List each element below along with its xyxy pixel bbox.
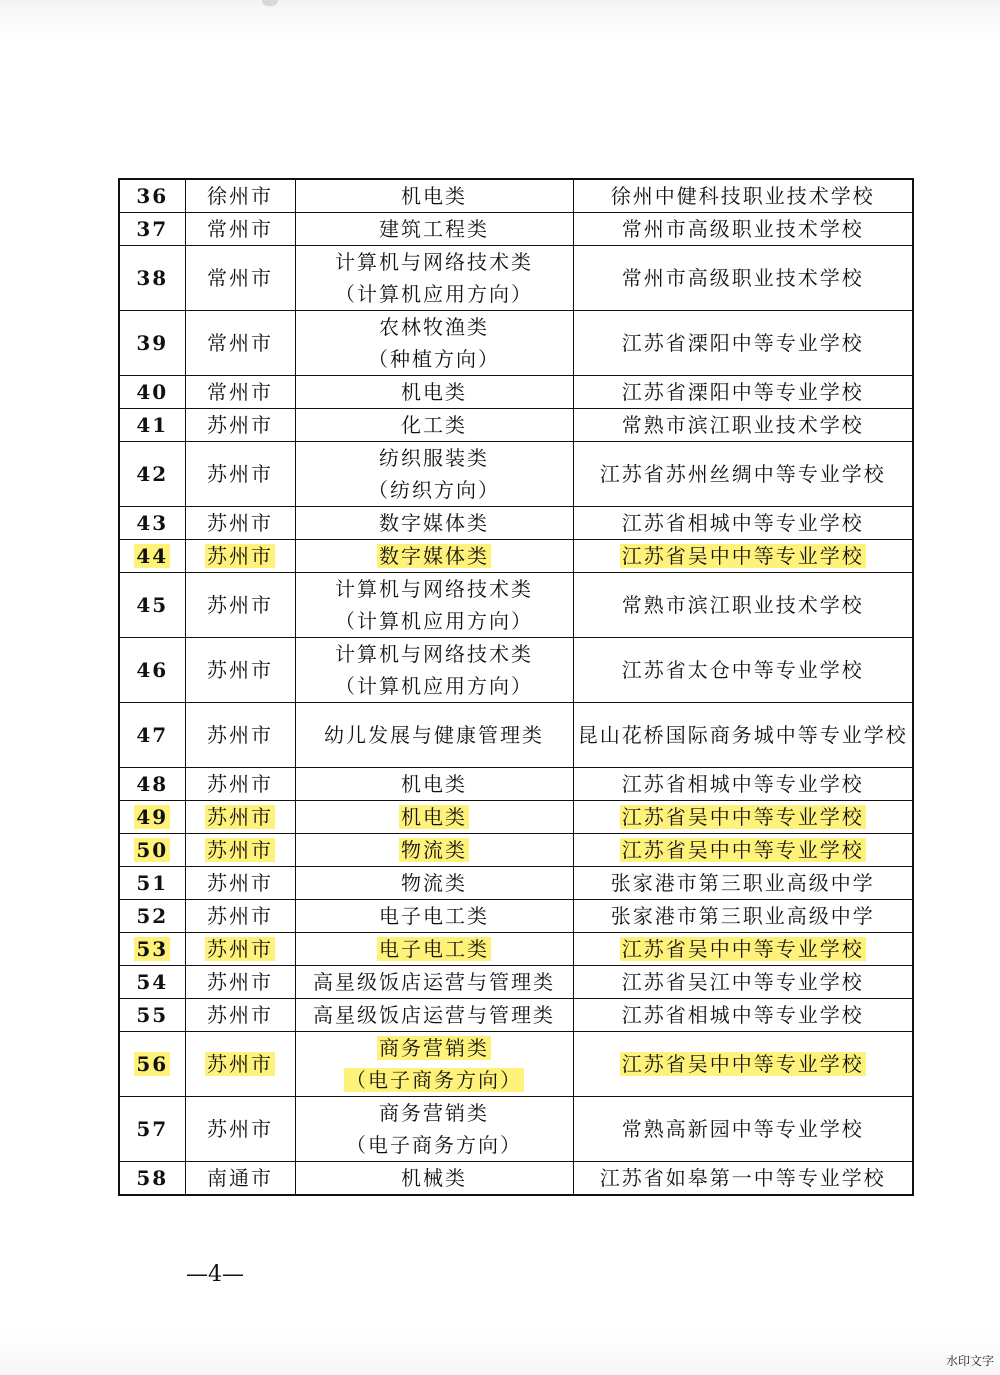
row-number: 41 — [136, 413, 169, 437]
major-name: 机电类 — [401, 772, 467, 796]
major-name: 物流类 — [401, 838, 467, 862]
school-cell — [573, 573, 913, 638]
city-cell — [185, 540, 295, 573]
table-row — [119, 179, 913, 213]
major-cell — [295, 867, 573, 900]
major-cell — [295, 573, 573, 638]
row-number: 46 — [136, 658, 169, 682]
row-number-cell — [119, 933, 185, 966]
major-cell — [295, 507, 573, 540]
major-name: 幼儿发展与健康管理类 — [324, 723, 544, 747]
table-row — [119, 246, 913, 311]
row-number: 37 — [136, 217, 169, 241]
city-cell — [185, 442, 295, 507]
school-name: 张家港市第三职业高级中学 — [610, 904, 875, 928]
city-cell — [185, 999, 295, 1032]
major-line — [296, 1064, 573, 1096]
row-number-cell — [119, 801, 185, 834]
major-name: 高星级饭店运营与管理类 — [313, 970, 555, 994]
major-cell — [295, 933, 573, 966]
school-name: 江苏省吴中中等专业学校 — [621, 1052, 864, 1076]
city-cell — [185, 834, 295, 867]
row-number-cell — [119, 1162, 185, 1196]
major-name: 数字媒体类 — [379, 544, 489, 568]
major-name: 纺织服装类 — [379, 446, 489, 470]
row-number: 36 — [136, 184, 169, 208]
row-number: 49 — [136, 805, 169, 829]
city-cell — [185, 1097, 295, 1162]
city-name: 苏州市 — [207, 413, 273, 437]
school-name: 江苏省相城中等专业学校 — [621, 772, 864, 796]
row-number-cell — [119, 834, 185, 867]
table-row — [119, 933, 913, 966]
city-name: 苏州市 — [207, 1003, 273, 1027]
school-name: 江苏省相城中等专业学校 — [621, 1003, 864, 1027]
major-cell — [295, 1097, 573, 1162]
major-line — [296, 801, 573, 833]
school-cell — [573, 867, 913, 900]
table-row — [119, 867, 913, 900]
row-number-cell — [119, 507, 185, 540]
major-name: 机电类 — [401, 380, 467, 404]
city-cell — [185, 638, 295, 703]
table-row — [119, 801, 913, 834]
row-number: 38 — [136, 266, 169, 290]
major-line — [296, 507, 573, 539]
row-number-cell — [119, 311, 185, 376]
row-number: 40 — [136, 380, 169, 404]
major-cell — [295, 213, 573, 246]
major-line — [296, 474, 573, 506]
table-row — [119, 311, 913, 376]
city-cell — [185, 246, 295, 311]
row-number-cell — [119, 573, 185, 638]
major-cell — [295, 442, 573, 507]
major-line — [296, 540, 573, 572]
school-name: 江苏省苏州丝绸中等专业学校 — [599, 462, 886, 486]
major-line — [296, 376, 573, 408]
school-name: 江苏省吴中中等专业学校 — [621, 805, 864, 829]
row-number: 42 — [136, 462, 169, 486]
school-cell — [573, 442, 913, 507]
city-name: 苏州市 — [207, 1052, 273, 1076]
major-line — [296, 409, 573, 441]
table-row — [119, 703, 913, 768]
school-table — [118, 178, 914, 1196]
major-cell — [295, 179, 573, 213]
row-number: 57 — [136, 1117, 169, 1141]
major-line — [296, 311, 573, 343]
city-name: 苏州市 — [207, 593, 273, 617]
major-line — [296, 999, 573, 1031]
major-name: 化工类 — [401, 413, 467, 437]
table-row — [119, 999, 913, 1032]
major-name: 商务营销类 — [379, 1036, 489, 1060]
city-name: 苏州市 — [207, 871, 273, 895]
city-cell — [185, 1162, 295, 1196]
table-row — [119, 540, 913, 573]
school-name: 江苏省吴江中等专业学校 — [621, 970, 864, 994]
major-cell — [295, 638, 573, 703]
major-name: （电子商务方向） — [346, 1068, 522, 1092]
major-cell — [295, 1162, 573, 1196]
major-line — [296, 867, 573, 899]
city-name: 苏州市 — [207, 723, 273, 747]
major-name: （电子商务方向） — [346, 1133, 522, 1157]
row-number-cell — [119, 246, 185, 311]
major-name: （计算机应用方向） — [335, 282, 533, 306]
row-number-cell — [119, 376, 185, 409]
city-name: 苏州市 — [207, 544, 273, 568]
row-number: 45 — [136, 593, 169, 617]
major-line — [296, 1097, 573, 1129]
row-number-cell — [119, 900, 185, 933]
row-number-cell — [119, 1032, 185, 1097]
school-name: 江苏省太仓中等专业学校 — [621, 658, 864, 682]
school-name: 昆山花桥国际商务城中等专业学校 — [577, 723, 908, 747]
school-cell — [573, 966, 913, 999]
major-line — [296, 605, 573, 637]
city-name: 南通市 — [207, 1166, 273, 1190]
city-cell — [185, 768, 295, 801]
school-name: 江苏省溧阳中等专业学校 — [621, 380, 864, 404]
school-name: 江苏省如皋第一中等专业学校 — [599, 1166, 886, 1190]
school-cell — [573, 900, 913, 933]
major-name: 机电类 — [401, 805, 467, 829]
major-cell — [295, 999, 573, 1032]
table-row — [119, 1032, 913, 1097]
table-row — [119, 213, 913, 246]
row-number: 56 — [136, 1052, 169, 1076]
row-number-cell — [119, 999, 185, 1032]
school-name: 常州市高级职业技术学校 — [621, 217, 864, 241]
table-row — [119, 768, 913, 801]
school-name: 常州市高级职业技术学校 — [621, 266, 864, 290]
city-cell — [185, 933, 295, 966]
city-cell — [185, 867, 295, 900]
major-line — [296, 180, 573, 212]
major-cell — [295, 966, 573, 999]
school-cell — [573, 540, 913, 573]
row-number-cell — [119, 703, 185, 768]
school-cell — [573, 213, 913, 246]
school-cell — [573, 179, 913, 213]
city-name: 苏州市 — [207, 658, 273, 682]
school-cell — [573, 801, 913, 834]
school-cell — [573, 1162, 913, 1196]
city-name: 常州市 — [207, 331, 273, 355]
school-cell — [573, 507, 913, 540]
major-name: （计算机应用方向） — [335, 674, 533, 698]
school-name: 常熟高新园中等专业学校 — [621, 1117, 864, 1141]
major-name: 机电类 — [401, 184, 467, 208]
table-body — [119, 179, 913, 1195]
row-number-cell — [119, 867, 185, 900]
major-cell — [295, 801, 573, 834]
major-line — [296, 573, 573, 605]
major-name: 农林牧渔类 — [379, 315, 489, 339]
major-name: 建筑工程类 — [379, 217, 489, 241]
city-cell — [185, 507, 295, 540]
school-name: 江苏省吴中中等专业学校 — [621, 937, 864, 961]
city-name: 苏州市 — [207, 511, 273, 535]
city-name: 常州市 — [207, 266, 273, 290]
row-number: 43 — [136, 511, 169, 535]
major-cell — [295, 540, 573, 573]
school-cell — [573, 409, 913, 442]
row-number: 52 — [136, 904, 169, 928]
table-row — [119, 834, 913, 867]
school-cell — [573, 1097, 913, 1162]
city-cell — [185, 1032, 295, 1097]
table-row — [119, 409, 913, 442]
major-line — [296, 442, 573, 474]
row-number-cell — [119, 213, 185, 246]
school-cell — [573, 933, 913, 966]
row-number-cell — [119, 966, 185, 999]
table-row — [119, 573, 913, 638]
school-cell — [573, 246, 913, 311]
major-line — [296, 670, 573, 702]
city-cell — [185, 801, 295, 834]
school-cell — [573, 1032, 913, 1097]
major-line — [296, 719, 573, 751]
row-number-cell — [119, 638, 185, 703]
row-number-cell — [119, 442, 185, 507]
page-number: —4— — [186, 1262, 244, 1287]
major-line — [296, 1129, 573, 1161]
city-name: 苏州市 — [207, 1117, 273, 1141]
city-cell — [185, 376, 295, 409]
city-name: 徐州市 — [207, 184, 273, 208]
school-cell — [573, 834, 913, 867]
major-cell — [295, 246, 573, 311]
major-line — [296, 278, 573, 310]
row-number: 54 — [136, 970, 169, 994]
major-cell — [295, 834, 573, 867]
school-name: 常熟市滨江职业技术学校 — [621, 593, 864, 617]
major-name: 计算机与网络技术类 — [335, 577, 533, 601]
major-cell — [295, 768, 573, 801]
major-name: 计算机与网络技术类 — [335, 642, 533, 666]
watermark-text: 水印文字 — [945, 1354, 994, 1368]
table-row — [119, 507, 913, 540]
city-cell — [185, 703, 295, 768]
major-name: 机械类 — [401, 1166, 467, 1190]
city-cell — [185, 311, 295, 376]
school-name: 徐州中健科技职业技术学校 — [610, 184, 875, 208]
school-name: 江苏省相城中等专业学校 — [621, 511, 864, 535]
major-cell — [295, 1032, 573, 1097]
major-line — [296, 834, 573, 866]
city-name: 苏州市 — [207, 904, 273, 928]
school-cell — [573, 311, 913, 376]
major-line — [296, 900, 573, 932]
table-row — [119, 1097, 913, 1162]
table-row — [119, 638, 913, 703]
city-name: 苏州市 — [207, 772, 273, 796]
city-name: 常州市 — [207, 217, 273, 241]
row-number: 50 — [136, 838, 169, 862]
major-name: （计算机应用方向） — [335, 609, 533, 633]
major-cell — [295, 376, 573, 409]
row-number-cell — [119, 540, 185, 573]
major-name: 电子电工类 — [379, 937, 489, 961]
city-name: 苏州市 — [207, 838, 273, 862]
city-name: 苏州市 — [207, 970, 273, 994]
row-number: 53 — [136, 937, 169, 961]
major-line — [296, 246, 573, 278]
row-number-cell — [119, 1097, 185, 1162]
school-name: 常熟市滨江职业技术学校 — [621, 413, 864, 437]
school-name: 张家港市第三职业高级中学 — [610, 871, 875, 895]
row-number-cell — [119, 409, 185, 442]
major-line — [296, 213, 573, 245]
major-line — [296, 768, 573, 800]
table-row — [119, 900, 913, 933]
major-cell — [295, 409, 573, 442]
city-cell — [185, 573, 295, 638]
city-cell — [185, 900, 295, 933]
major-line — [296, 343, 573, 375]
major-name: 数字媒体类 — [379, 511, 489, 535]
row-number: 48 — [136, 772, 169, 796]
city-name: 苏州市 — [207, 937, 273, 961]
city-name: 苏州市 — [207, 805, 273, 829]
row-number: 47 — [136, 723, 169, 747]
major-name: 物流类 — [401, 871, 467, 895]
major-line — [296, 966, 573, 998]
major-name: 电子电工类 — [379, 904, 489, 928]
row-number: 44 — [136, 544, 169, 568]
school-name: 江苏省吴中中等专业学校 — [621, 838, 864, 862]
city-cell — [185, 966, 295, 999]
row-number: 51 — [136, 871, 169, 895]
school-cell — [573, 768, 913, 801]
city-cell — [185, 213, 295, 246]
city-cell — [185, 409, 295, 442]
major-line — [296, 638, 573, 670]
table-row — [119, 966, 913, 999]
school-cell — [573, 376, 913, 409]
city-name: 苏州市 — [207, 462, 273, 486]
major-name: 商务营销类 — [379, 1101, 489, 1125]
city-name: 常州市 — [207, 380, 273, 404]
major-name: 高星级饭店运营与管理类 — [313, 1003, 555, 1027]
major-name: （纺织方向） — [368, 478, 500, 502]
school-cell — [573, 999, 913, 1032]
table-row — [119, 442, 913, 507]
major-cell — [295, 900, 573, 933]
major-name: （种植方向） — [368, 347, 500, 371]
row-number: 55 — [136, 1003, 169, 1027]
row-number: 39 — [136, 331, 169, 355]
row-number-cell — [119, 179, 185, 213]
row-number: 58 — [136, 1166, 169, 1190]
major-line — [296, 1032, 573, 1064]
major-cell — [295, 311, 573, 376]
school-name: 江苏省吴中中等专业学校 — [621, 544, 864, 568]
table-row — [119, 1162, 913, 1196]
table-row — [119, 376, 913, 409]
school-cell — [573, 703, 913, 768]
school-name: 江苏省溧阳中等专业学校 — [621, 331, 864, 355]
major-line — [296, 933, 573, 965]
major-name: 计算机与网络技术类 — [335, 250, 533, 274]
major-cell — [295, 703, 573, 768]
major-line — [296, 1162, 573, 1194]
city-cell — [185, 179, 295, 213]
school-cell — [573, 638, 913, 703]
row-number-cell — [119, 768, 185, 801]
